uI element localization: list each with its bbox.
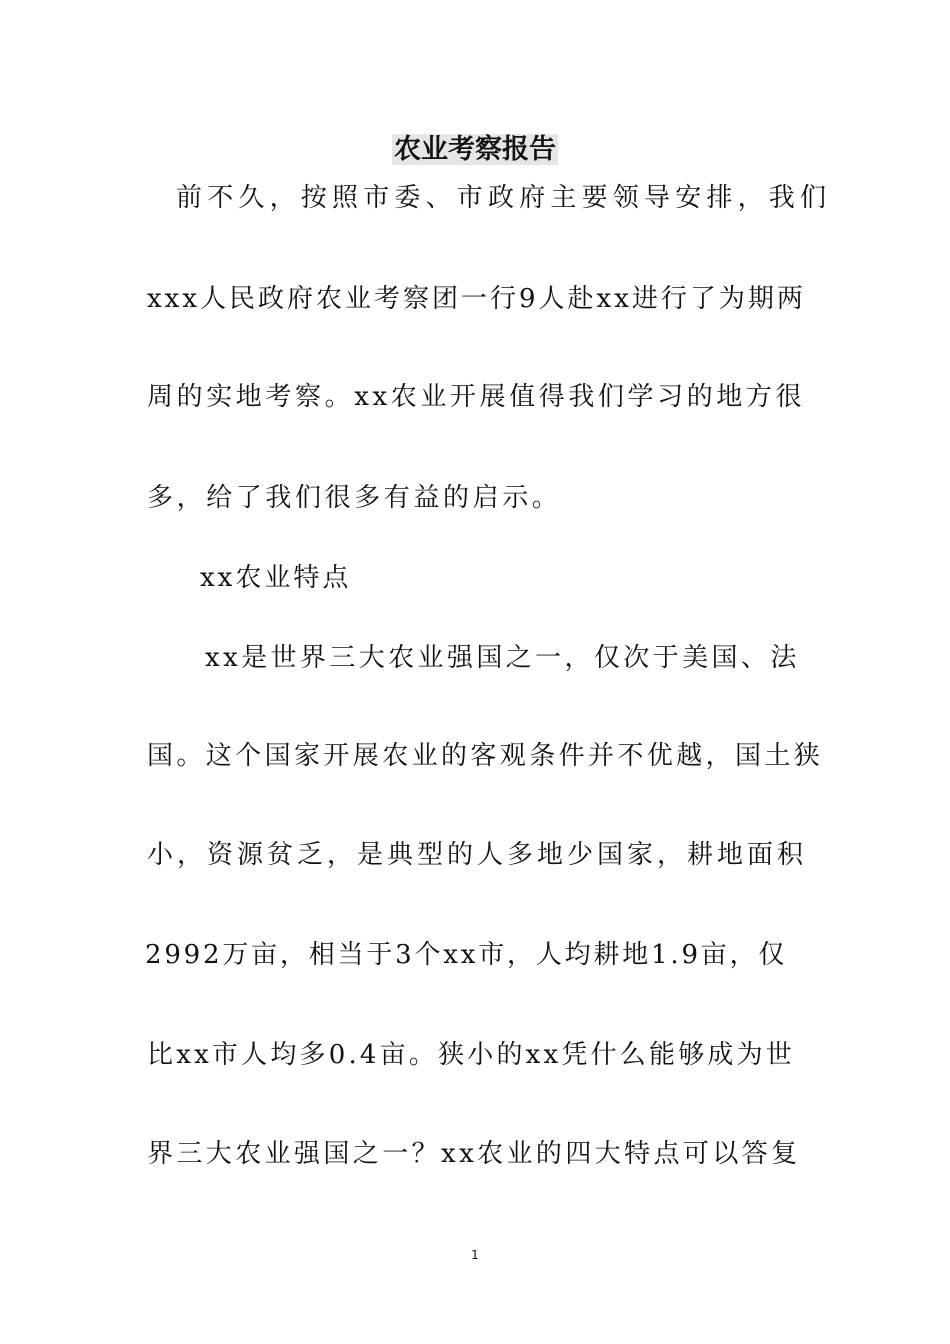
paragraph-line: 国。这个国家开展农业的客观条件并不优越，国土狭 [147, 741, 824, 771]
page-number: 1 [471, 1248, 479, 1262]
paragraph-line: xx是世界三大农业强国之一，仅次于美国、法 [205, 643, 800, 673]
document-title [0, 130, 950, 170]
paragraph-line: 小，资源贫乏，是典型的人多地少国家，耕地面积 [147, 840, 808, 870]
paragraph-line: 前不久，按照市委、市政府主要领导安排，我们 [176, 183, 832, 213]
paragraph-line: 比xx市人均多0.4亩。狭小的xx凭什么能够成为世 [147, 1040, 796, 1070]
paragraph-line: 界三大农业强国之一？xx农业的四大特点可以答复 [147, 1139, 801, 1169]
document-title-text: 农业考察报告 [394, 134, 556, 165]
paragraph-line: 周的实地考察。xx农业开展值得我们学习的地方很 [147, 382, 806, 412]
paragraph-line: 2992万亩，相当于3个xx市，人均耕地1.9亩，仅 [145, 940, 788, 970]
paragraph-line: 多，给了我们很多有益的启示。 [147, 483, 562, 513]
paragraph-line: xxx人民政府农业考察团一行9人赴xx进行了为期两 [147, 284, 806, 314]
section-heading: xx农业特点 [200, 563, 352, 593]
